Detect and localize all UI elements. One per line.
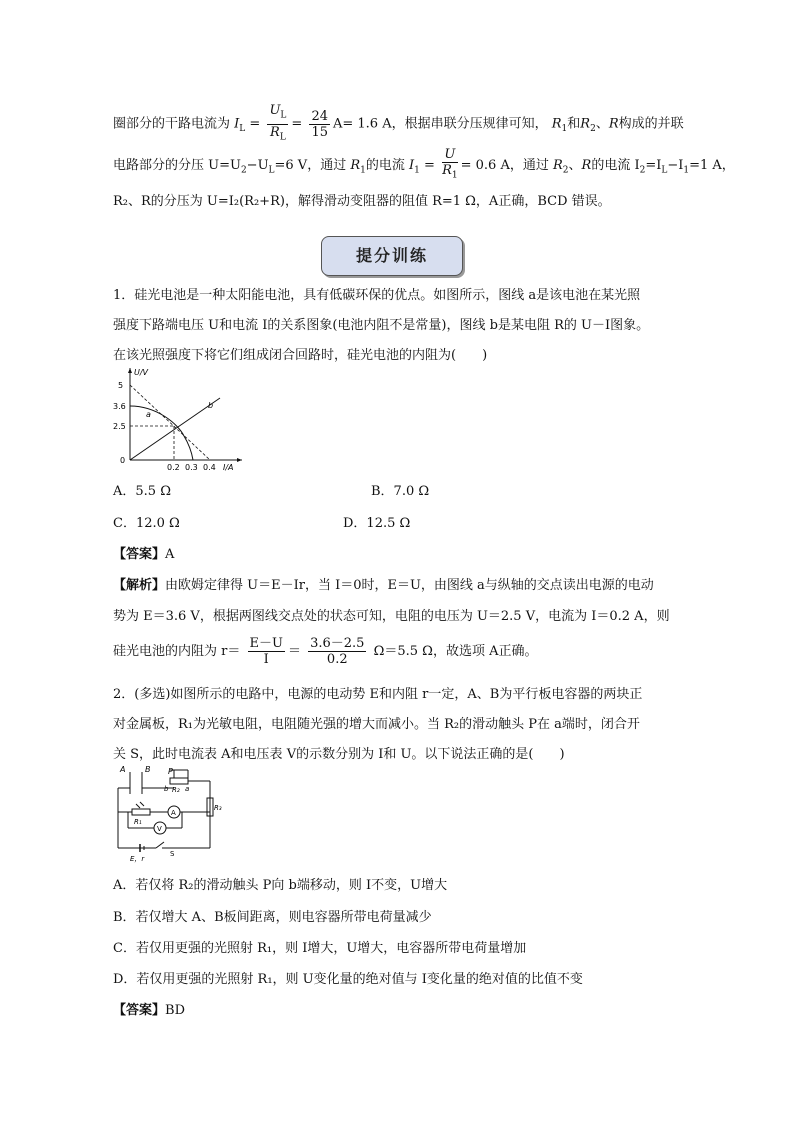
text-line-3: R₂、R的分压为 U=I₂(R₂+R)，解得滑动变阻器的阻值 R=1 Ω，A正确，BCD 错误。 <box>113 194 611 209</box>
fraction-e-u-i: $\frac{E-U}{I}$ <box>249 636 283 667</box>
x-axis-label: I/A <box>223 463 234 472</box>
x-tick-0.3: 0.3 <box>185 463 198 472</box>
q1-option-c: C．12.0 Ω <box>113 516 180 531</box>
q1-option-d: D．12.5 Ω <box>343 516 411 531</box>
circuit-diagram <box>112 764 222 864</box>
q1-stem-line-2: 强度下路端电压 U和电流 I的关系图象(电池内阻不是常量)，图线 b是某电阻 R的 U－I图象。 <box>113 318 650 333</box>
q2-option-c: C．若仅用更强的光照射 R₁，则 I增大，U增大，电容器所带电荷量增加 <box>113 941 527 956</box>
line-b-label: b <box>208 401 214 410</box>
terminal-b-label: b <box>164 785 169 793</box>
q1-stem-line-1: 1．硅光电池是一种太阳能电池，具有低碳环保的优点。如图所示，图线 a是该电池在某光照 <box>113 288 641 303</box>
q2-stem-line-2: 对金属板，R₁为光敏电阻，电阻随光强的增大而减小。当 R₂的滑动触头 P在 a端时，闭合开 <box>113 717 640 732</box>
y-tick-5: 5 <box>118 381 124 390</box>
q1-analysis-line-1: 【解析】由欧姆定律得 U＝E－Ir，当 I＝0时，E＝U，由图线 a与纵轴的交点读出电源的电动 <box>113 578 654 593</box>
r2-label: R₂ <box>172 786 180 794</box>
slider-p-label: P <box>168 767 173 776</box>
q1-stem-line-3: 在该光照强度下将它们组成闭合回路时，硅光电池的内阻为( ) <box>113 348 488 363</box>
text-line-1: 圈部分的干路电流为 $I_L$ = $\frac{U_L}{R_L}$ = $\frac{24}{15}$ A= 1.6 A，根据串联分压规律可知， $R_1$和$R_2$、R构成的并联 <box>113 103 684 145</box>
fraction-ul-r: $\frac{U_L}{R_L}$ <box>269 103 287 143</box>
source-label: E，r <box>130 855 145 863</box>
q2-answer: 【答案】BD <box>113 1003 185 1018</box>
ammeter-label: A <box>171 809 176 817</box>
r3-label: R₃ <box>214 804 222 812</box>
q1-analysis-line-2: 势为 E＝3.6 V，根据两图线交点处的状态可知，电阻的电压为 U＝2.5 V，电流为 I＝0.2 A，则 <box>113 609 670 624</box>
switch-label: S <box>170 850 175 858</box>
r1-label: R₁ <box>134 818 142 826</box>
q1-analysis-line-3: 硅光电池的内阻为 r＝ $\frac{E-U}{I}$ ＝ $\frac{3.6-2.5}{0.2}$ Ω＝5.5 Ω，故选项 A正确。 <box>113 636 538 667</box>
plate-b-label: B <box>145 765 151 774</box>
y-tick-0: 0 <box>120 456 126 465</box>
q2-option-a: A．若仅将 R₂的滑动触头 P向 b端移动，则 I不变，U增大 <box>113 878 448 893</box>
q2-option-d: D．若仅用更强的光照射 R₁，则 U变化量的绝对值与 I变化量的绝对值的比值不变 <box>113 972 583 987</box>
plate-a-label: A <box>120 765 126 774</box>
y-axis-label: U/V <box>134 368 149 377</box>
x-tick-0.2: 0.2 <box>167 463 180 472</box>
curve-a-label: a <box>146 410 151 419</box>
q1-option-a: A．5.5 Ω <box>113 484 171 499</box>
terminal-a-label: a <box>185 785 190 793</box>
fraction-24-15: $\frac{24}{15}$ <box>311 108 328 140</box>
fraction-u-r1: $\frac{U}{R_1}$ <box>442 147 458 181</box>
voltmeter-label: V <box>157 825 162 833</box>
q1-option-b: B．7.0 Ω <box>371 484 430 499</box>
y-tick-3.6: 3.6 <box>113 402 126 411</box>
ui-graph <box>112 364 252 474</box>
q1-answer: 【答案】A <box>113 547 175 562</box>
x-tick-0.4: 0.4 <box>203 463 216 472</box>
q2-option-b: B．若仅增大 A、B板间距离，则电容器所带电荷量减少 <box>113 910 432 925</box>
section-banner: 提分训练 <box>321 236 463 276</box>
y-tick-2.5: 2.5 <box>113 422 126 431</box>
fraction-values: $\frac{3.6-2.5}{0.2}$ <box>310 636 365 667</box>
q2-stem-line-1: 2．(多选)如图所示的电路中，电源的电动势 E和内阻 r一定，A、B为平行板电容器的两块正 <box>113 687 643 702</box>
q2-stem-line-3: 关 S，此时电流表 A和电压表 V的示数分别为 I和 U。以下说法正确的是( ) <box>113 747 565 762</box>
text-line-2: 电路部分的分压 $U=U_2-U_L=6$ V，通过 $R_1$的电流 $I_1$ = $\frac{U}{R_1}$ = 0.6 A，通过 $R_2$、R的电流 $I_2=I_L-I_1=1$ A， <box>113 147 735 184</box>
